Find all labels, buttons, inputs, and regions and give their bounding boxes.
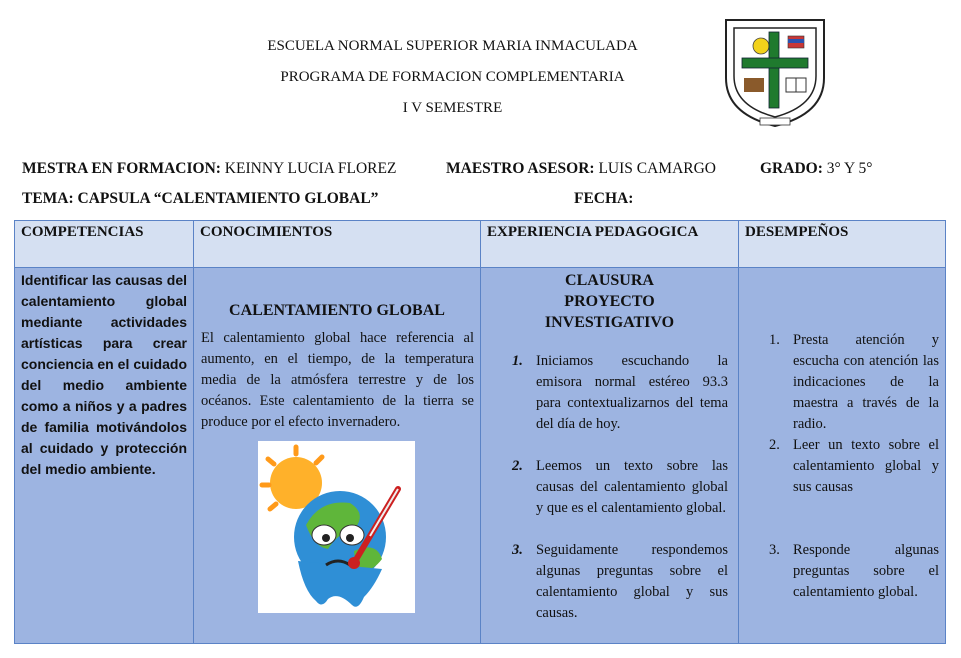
conocimientos-title: CALENTAMIENTO GLOBAL	[229, 302, 445, 319]
table-header-row	[15, 221, 946, 268]
program-name: PROGRAMA DE FORMACION COMPLEMENTARIA	[280, 69, 625, 85]
conocimientos-text: El calentamiento global hace referencia al aumento, en el tiempo, de la temperatura media de la atmósfera terrestre y de los océanos. Este calentamiento de la tierra se produce por el efecto invernadero.	[201, 330, 474, 430]
experiencia-title: CLAUSURA PROYECTO INVESTIGATIVO	[544, 272, 675, 331]
header-desempenos: DESEMPEÑOS	[739, 221, 946, 268]
list-item: 2. Leemos un texto sobre las causas del calentamiento global y que es el calentamiento global.	[512, 458, 728, 516]
melting-earth-image	[258, 441, 415, 613]
tema: TEMA: CAPSULA “CALENTAMIENTO GLOBAL”	[22, 190, 379, 207]
fecha: FECHA:	[574, 190, 634, 207]
maestra-en-formacion: MESTRA EN FORMACION: KEINNY LUCIA FLOREZ	[22, 160, 397, 177]
list-item: 1. Presta atención y escucha con atención las indicaciones de la maestra a través de la radio.	[769, 332, 939, 432]
desempenos-cell	[739, 268, 946, 644]
maestro-asesor: MAESTRO ASESOR: LUIS CAMARGO	[446, 160, 717, 177]
table-row	[15, 268, 946, 644]
list-item: 3. Seguidamente respondemos algunas preguntas sobre el calentamiento global y sus causas.	[512, 542, 728, 621]
grado: GRADO: 3° Y 5°	[760, 160, 873, 177]
lesson-plan-table	[14, 220, 946, 644]
semester: I V SEMESTRE	[402, 100, 503, 116]
list-item: 3. Responde algunas preguntas sobre el calentamiento global.	[769, 542, 939, 600]
desempenos-list	[769, 330, 939, 603]
experiencia-cell	[481, 268, 739, 644]
header-conocimientos: CONOCIMIENTOS	[194, 221, 481, 268]
list-item: 1. Iniciamos escuchando la emisora normal estéreo 93.3 para contextualizarnos del tema del día de hoy.	[512, 353, 728, 432]
list-item: 2. Leer un texto sobre el calentamiento global y sus causas	[769, 437, 939, 495]
experiencia-steps	[512, 351, 728, 624]
conocimientos-cell	[194, 268, 481, 644]
header-experiencia: EXPERIENCIA PEDAGOGICA	[481, 221, 739, 268]
header-competencias: COMPETENCIAS	[15, 221, 194, 268]
competencias-cell: Identificar las causas del calentamiento global mediante actividades artísticas para crear conciencia en el cuidado del medio ambiente como a niños y a padres de familia motivándolos al cuidado y protección del medio ambiente.	[15, 268, 194, 644]
school-crest-logo	[716, 6, 834, 128]
school-name: ESCUELA NORMAL SUPERIOR MARIA INMACULADA	[267, 38, 638, 54]
